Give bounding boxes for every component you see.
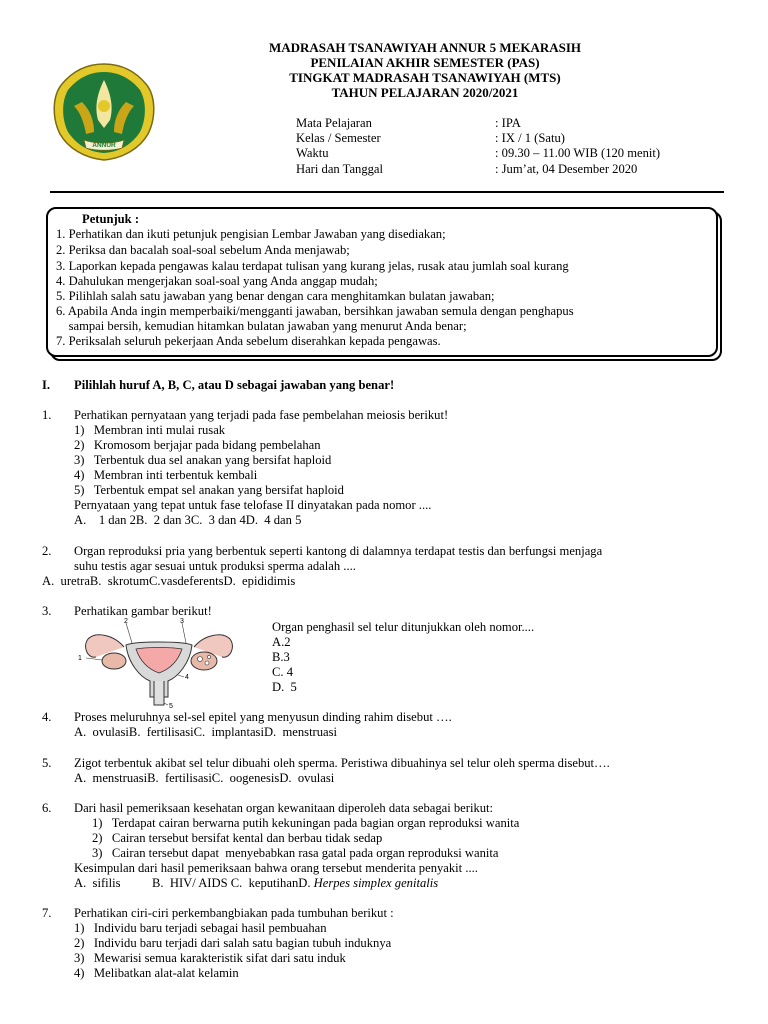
date-value: : Jum’at, 04 Desember 2020: [495, 162, 638, 176]
list-item: 1) Membran inti mulai rusak: [74, 423, 226, 437]
date-label: Hari dan Tanggal: [296, 162, 384, 176]
list-item: 3) Terbentuk dua sel anakan yang bersifat haploid: [74, 453, 332, 467]
time-value: : 09.30 – 11.00 WIB (120 menit): [495, 146, 661, 160]
section-title: Pilihlah huruf A, B, C, atau D sebagai jawaban yang benar!: [74, 378, 395, 392]
question-stem: Pernyataan yang tepat untuk fase telofase II dinyatakan pada nomor ....: [74, 498, 432, 512]
answer-option: C. 4: [272, 665, 293, 679]
answer-option: D. 5: [272, 680, 297, 694]
instruction-item: 7. Periksalah seluruh pekerjaan Anda sebelum diserahkan kepada pengawas.: [56, 334, 441, 348]
class-value: : IX / 1 (Satu): [495, 131, 565, 145]
reproductive-organ-figure: [74, 617, 244, 709]
question-number: 1.: [42, 408, 52, 422]
figure-label-2: 2: [124, 618, 128, 625]
instruction-item: sampai bersih, kemudian hitamkan bulatan jawaban yang menurut Anda benar;: [56, 319, 467, 333]
figure-label-4: 4: [185, 674, 189, 681]
list-item: 3) Mewarisi semua karakteristik sifat dari satu induk: [74, 951, 346, 965]
list-item: 1) Terdapat cairan berwarna putih kekuningan pada bagian organ reproduksi wanita: [92, 816, 520, 830]
question-text: suhu testis agar sesuai untuk produksi sperma adalah ....: [74, 559, 356, 573]
answer-option: B.3: [272, 650, 290, 664]
time-label: Waktu: [296, 146, 329, 160]
answer-options-plain: A. sifilis B. HIV/ AIDS C. keputihanD.: [74, 876, 311, 890]
list-item: 4) Melibatkan alat-alat kelamin: [74, 966, 239, 980]
question-text: Proses meluruhnya sel-sel epitel yang menyusun dinding rahim disebut ….: [74, 710, 452, 724]
list-item: 2) Kromosom berjajar pada bidang pembelahan: [74, 438, 321, 452]
section-number: I.: [42, 378, 51, 392]
question-number: 7.: [42, 906, 52, 920]
question-number: 4.: [42, 710, 52, 724]
answer-option-italic: Herpes simplex genitalis: [313, 876, 439, 890]
answer-options: A. 1 dan 2B. 2 dan 3C. 3 dan 4D. 4 dan 5: [74, 513, 302, 527]
answer-options: A. menstruasiB. fertilisasiC. oogenesisD. ovulasi: [74, 771, 335, 785]
figure-label-3: 3: [180, 618, 184, 625]
instruction-item: 4. Dahulukan mengerjakan soal-soal yang Anda anggap mudah;: [56, 274, 378, 288]
question-text: Perhatikan gambar berikut!: [74, 604, 212, 618]
figure-label-1: 1: [78, 655, 82, 662]
list-item: 2) Individu baru terjadi dari salah satu bagian tubuh induknya: [74, 936, 392, 950]
instruction-item: 3. Laporkan kepada pengawas kalau terdapat tulisan yang kurang jelas, rusak atau jumlah soal kurang: [56, 259, 569, 273]
exam-title: PENILAIAN AKHIR SEMESTER (PAS): [310, 55, 540, 70]
question-number: 3.: [42, 604, 52, 618]
header-divider: [50, 191, 724, 193]
question-text: Perhatikan ciri-ciri perkembangbiakan pada tumbuhan berikut :: [74, 906, 394, 920]
answer-options: A. ovulasiB. fertilisasiC. implantasiD. menstruasi: [74, 725, 338, 739]
subject-value: : IPA: [495, 116, 521, 130]
list-item: 5) Terbentuk empat sel anakan yang bersifat haploid: [74, 483, 344, 497]
question-number: 2.: [42, 544, 52, 558]
list-item: 1) Individu baru terjadi sebagai hasil pembuahan: [74, 921, 327, 935]
list-item: 2) Cairan tersebut bersifat kental dan berbau tidak sedap: [92, 831, 383, 845]
question-number: 5.: [42, 756, 52, 770]
question-text: Dari hasil pemeriksaan kesehatan organ kewanitaan diperoleh data sebagai berikut:: [74, 801, 494, 815]
question-text: Perhatikan pernyataan yang terjadi pada fase pembelahan meiosis berikut!: [74, 408, 449, 422]
logo-text: ANNUR: [92, 142, 116, 149]
question-text: Organ reproduksi pria yang berbentuk seperti kantong di dalamnya terdapat testis dan berfungsi menjaga: [74, 544, 603, 558]
list-item: 4) Membran inti terbentuk kembali: [74, 468, 258, 482]
school-name: MADRASAH TSANAWIYAH ANNUR 5 MEKARASIH: [268, 40, 582, 55]
list-item: 3) Cairan tersebut dapat menyebabkan rasa gatal pada organ reproduksi wanita: [92, 846, 499, 860]
question-number: 6.: [42, 801, 52, 815]
level-title: TINGKAT MADRASAH TSANAWIYAH (MTS): [289, 70, 561, 85]
question-stem: Kesimpulan dari hasil pemeriksaan bahwa orang tersebut menderita penyakit ....: [74, 861, 478, 875]
answer-options: A. uretraB. skrotumC.vasdeferentsD. epididimis: [42, 574, 296, 588]
answer-option: A.2: [272, 635, 291, 649]
instruction-item: 6. Apabila Anda ingin memperbaiki/mengganti jawaban, bersihkan jawaban semula dengan penghapus: [56, 304, 574, 318]
school-logo: [50, 62, 158, 162]
instruction-item: 5. Pilihlah salah satu jawaban yang benar dengan cara menghitamkan bulatan jawaban;: [56, 289, 495, 303]
question-text: Organ penghasil sel telur ditunjukkan oleh nomor....: [272, 620, 535, 634]
answer-options: [74, 876, 438, 891]
year-title: TAHUN PELAJARAN 2020/2021: [331, 85, 519, 100]
figure-label-5: 5: [169, 703, 173, 709]
question-text: Zigot terbentuk akibat sel telur dibuahi oleh sperma. Peristiwa dibuahinya sel telur oleh sperma disebut….: [74, 756, 610, 770]
instruction-item: 2. Periksa dan bacalah soal-soal sebelum Anda menjawab;: [56, 243, 350, 257]
subject-label: Mata Pelajaran: [296, 116, 372, 130]
class-label: Kelas / Semester: [296, 131, 381, 145]
instructions-title: Petunjuk :: [82, 212, 140, 226]
instruction-item: 1. Perhatikan dan ikuti petunjuk pengisian Lembar Jawaban yang disediakan;: [56, 227, 446, 241]
